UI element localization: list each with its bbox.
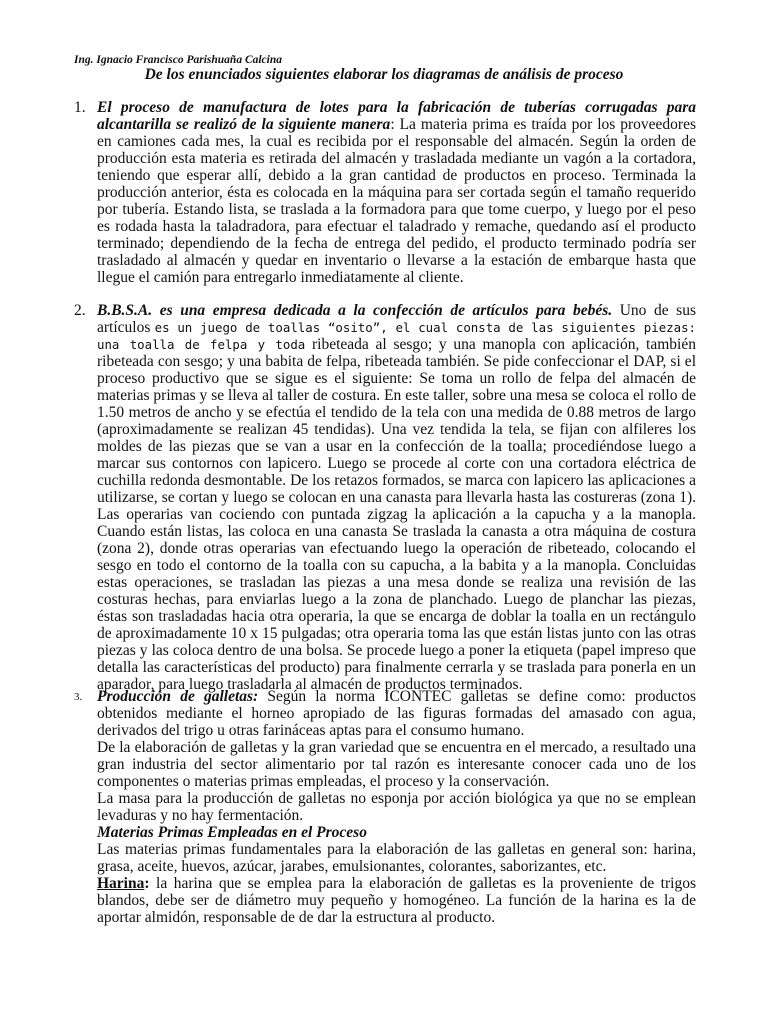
exercise-3-paragraph-1: Según la norma ICONTEC galletas se define como: productos obtenidos mediante el horneo apropiado de las figuras formadas del amasado con agua, derivados del trigo u otras farináceas aptas para el consumo humano. <box>97 688 697 739</box>
harina-label: Harina <box>97 875 145 892</box>
exercise-2-body <box>97 302 696 693</box>
exercise-3-paragraph-4: Las materias primas fundamentales para la elaboración de las galletas en general son: harina, grasa, aceite, huevos, azúcar, jarabes, emulsionantes, colorantes, saborizantes, etc. <box>97 841 696 875</box>
exercise-1-number: 1. <box>74 99 86 116</box>
exercise-1-lead: El proceso de manufactura de lotes para la fabricación de tuberías corrugadas para alcantarilla se realizó de la siguiente manera <box>97 99 696 133</box>
exercise-3-paragraph-3: La masa para la producción de galletas no esponja por acción biológica ya que no se emplean levaduras y no hay fermentación. <box>97 790 696 824</box>
exercise-2-lead: B.B.S.A. es una empresa dedicada a la confección de artículos para bebés. <box>97 302 613 319</box>
page-title: De los enunciados siguientes elaborar los diagramas de análisis de proceso <box>144 66 624 83</box>
exercise-1-body <box>97 99 696 286</box>
exercise-2 <box>74 302 696 693</box>
exercise-2-text-b: ribeteada al sesgo; y una manopla con aplicación, también ribeteada con sesgo; y una babita de felpa, ribeteada también. Se pide confeccionar el DAP, si el proceso productivo que se sigue es el siguiente: Se toma un rollo de felpa del almacén de materias primas y se lleva al taller de costura. En este taller, sobre una mesa se coloca el rollo de 1.50 metros de ancho y se efectúa el tendido de la tela con una medida de 0.88 metros de largo (aproximadamente se realizan 45 tendidas). Una vez tendida la tela, se fijan con alfileres los moldes de las piezas que se van a usar en la confección de la toalla; procediéndose luego a marcar sus contornos con lapicero. Luego se procede al corte con una cortadora eléctrica de cuchilla redonda desmontable. De los retazos formados, se marca con lapicero las aplicaciones a utilizarse, se cortan y luego se colocan en una canasta para llevarla hasta las costureras (zona 1). Las operarias van cociendo con puntada zigzag la aplicación a la capucha y a la manopla. Cuando están listas, las coloca en una canasta Se traslada la canasta a otra máquina de costura (zona 2), donde otras operarias van efectuando luego la operación de ribeteado, colocando el sesgo en todo el contorno de la toalla con su capucha, a la babita y a la manopla. Concluidas estas operaciones, se trasladan las piezas a una mesa donde se realiza una revisión de las costuras hechas, para enviarlas luego a la zona de planchado. Luego de planchar las piezas, éstas son trasladadas hacia otra operaria, la que se encarga de doblar la toalla en un rectángulo de aproximadamente 10 x 15 pulgadas; otra operaria toma las que están listas junto con las otras piezas y las coloca dentro de una bolsa. Se procede luego a poner la etiqueta (papel impreso que detalla las características del producto) para finalmente cerrarla y se traslada para ponerla en un aparador, para luego trasladarla al almacén de productos terminados. <box>97 336 696 693</box>
author-line: Ing. Ignacio Francisco Parishuaña Calcina <box>74 54 283 66</box>
exercise-1-text: : La materia prima es traída por los proveedores en camiones cada mes, la cual es recibida por el responsable del almacén. Según la orden de producción esta materia es retirada del almacén y trasladada mediante un vagón a la cortadora, teniendo que esperar allí, debido a la gran cantidad de productos en proceso. Terminada la producción anterior, ésta es colocada en la máquina para ser cortada según el tamaño requerido por tubería. Estando lista, se traslada a la formadora para que tome cuerpo, y luego por el peso es rodada hasta la taladradora, para efectuar el taladrado y remache, quedando así el producto terminado; dependiendo de la fecha de entrega del pedido, el producto terminado podría ser trasladado al almacén y quedar en inventario o llevarse a la estación de embarque hasta que llegue el camión para entregarlo inmediatamente al cliente. <box>97 116 697 286</box>
exercise-3-lead: Producción de galletas: <box>97 688 259 705</box>
harina-colon: : <box>144 875 150 892</box>
exercise-2-text-a: Uno de sus artículos <box>97 302 696 336</box>
exercise-3-paragraph-5: la harina que se emplea para la elaboración de galletas es la proveniente de trigos blandos, debe ser de diámetro muy pequeño y homogéneo. La función de la harina es la de aportar almidón, responsable de de dar la estructura al producto. <box>97 875 696 926</box>
exercise-3-body <box>97 688 696 926</box>
exercise-3-paragraph-2: De la elaboración de galletas y la gran variedad que se encuentra en el mercado, a resultado una gran industria del sector alimentario por tal razón es interesante conocer cada uno de los componentes o materias primas empleadas, el proceso y la conservación. <box>97 739 696 790</box>
exercise-1 <box>74 99 696 286</box>
exercise-3-number: 3. <box>74 691 83 703</box>
exercise-3-subheading: Materias Primas Empleadas en el Proceso <box>97 824 367 841</box>
exercise-3 <box>74 688 696 926</box>
exercise-2-number: 2. <box>74 302 86 319</box>
exercise-2-mono-text: es un juego de toallas “osito”, el cual consta de las siguientes piezas: una toalla de felpa y toda <box>97 320 696 352</box>
